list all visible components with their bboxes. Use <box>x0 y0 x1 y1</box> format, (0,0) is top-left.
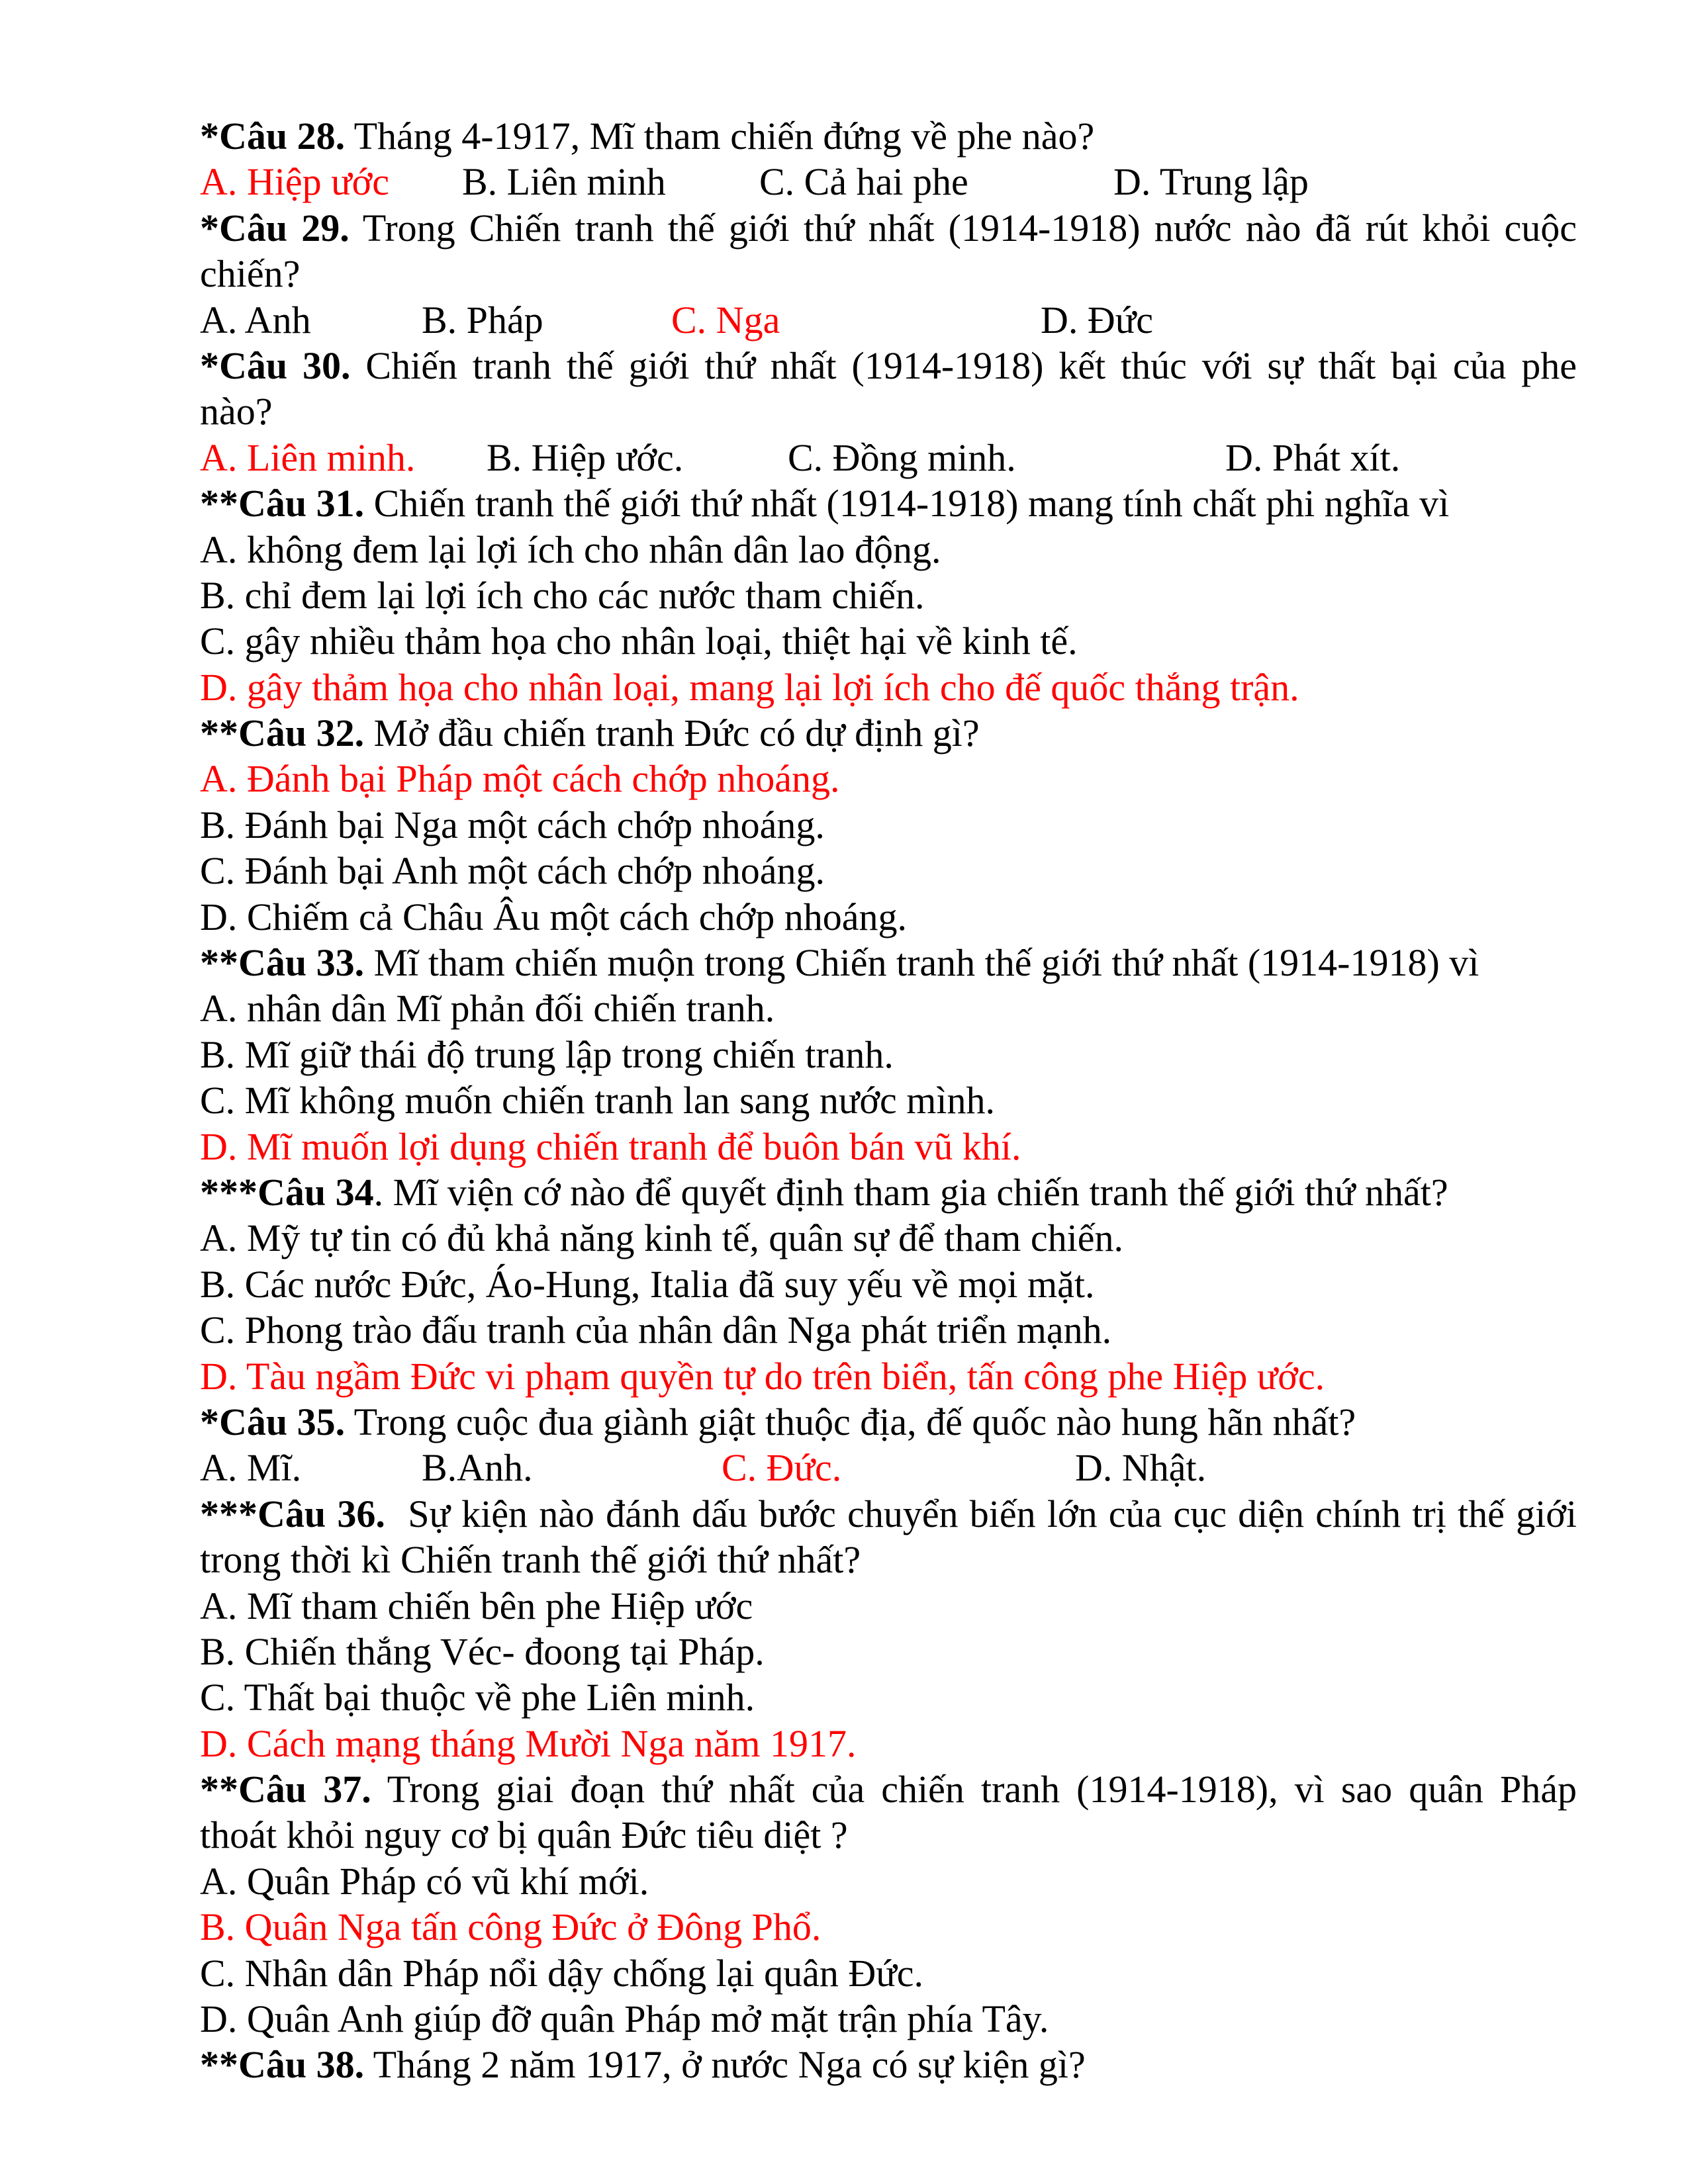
text-segment: thoát khỏi nguy cơ bị quân Đức tiêu diệt ? <box>200 1813 848 1857</box>
question-number: **Câu 31. <box>200 482 365 525</box>
text-segment: C. Đánh bại Anh một cách chớp nhoáng. <box>200 849 825 893</box>
quiz-content <box>200 113 1577 2088</box>
question-number: ***Câu 36. <box>200 1492 385 1535</box>
option-item: D. Trung lập <box>1113 160 1309 204</box>
question-heading-line <box>200 2042 1577 2087</box>
text-segment: A. Quân Pháp có vũ khí mới. <box>200 1859 649 1903</box>
text-segment: D. Quân Anh giúp đỡ quân Pháp mở mặt trận phía Tây. <box>200 1997 1049 2041</box>
text-segment: B. Đánh bại Nga một cách chớp nhoáng. <box>200 803 825 846</box>
text-segment: D. Mĩ muốn lợi dụng chiến tranh để buôn bán vũ khí. <box>200 1124 1021 1168</box>
text-segment: Trong Chiến tranh thế giới thứ nhất (1914-1918) nước nào đã rút khỏi cuộc <box>349 206 1577 250</box>
text-segment: . Mĩ viện cớ nào để quyết định tham gia chiến tranh thế giới thứ nhất? <box>373 1170 1448 1214</box>
text-segment: B. Mĩ giữ thái độ trung lập trong chiến tranh. <box>200 1032 894 1076</box>
text-segment: Chiến tranh thế giới thứ nhất (1914-1918) kết thúc với sự thất bại của phe <box>350 343 1577 387</box>
question-heading-line <box>200 1399 1577 1445</box>
question-heading-line <box>200 940 1577 985</box>
text-segment: trong thời kì Chiến tranh thế giới thứ nhất? <box>200 1538 861 1582</box>
question-number: *Câu 29. <box>200 206 350 250</box>
text-segment: Tháng 4-1917, Mĩ tham chiến đứng về phe nào? <box>345 114 1095 158</box>
document-text-line <box>200 1996 1577 2042</box>
question-heading-line <box>200 1169 1577 1215</box>
question-number: *Câu 35. <box>200 1400 346 1443</box>
question-number: ***Câu 34 <box>200 1170 374 1214</box>
text-segment: Trong cuộc đua giành giật thuộc địa, đế quốc nào hung hãn nhất? <box>345 1400 1356 1443</box>
document-text-line <box>200 618 1577 664</box>
text-segment: B. Các nước Đức, Áo-Hung, Italia đã suy yếu về mọi mặt. <box>200 1262 1095 1306</box>
text-segment: C. Mĩ không muốn chiến tranh lan sang nước mình. <box>200 1079 996 1122</box>
document-text-line <box>200 1537 1577 1582</box>
answer-line-correct <box>200 1721 1577 1766</box>
options-row <box>200 159 1577 205</box>
document-text-line <box>200 894 1577 940</box>
option-item: D. Đức <box>1041 298 1153 341</box>
question-number: *Câu 28. <box>200 114 346 158</box>
options-row <box>200 1445 1577 1490</box>
option-item: B. Hiệp ước. <box>487 435 684 479</box>
question-heading-line <box>200 205 1577 251</box>
text-segment: A. Mỹ tự tin có đủ khả năng kinh tế, quân sự để tham chiến. <box>200 1216 1124 1260</box>
answer-line-correct <box>200 1124 1577 1169</box>
document-text-line <box>200 985 1577 1031</box>
question-number: **Câu 38. <box>200 2043 365 2087</box>
document-text-line <box>200 1629 1577 1674</box>
option-item: B.Anh. <box>422 1446 533 1490</box>
option-item: A. Mĩ. <box>200 1446 302 1490</box>
document-text-line <box>200 388 1577 434</box>
option-item-correct: A. Liên minh. <box>200 435 416 479</box>
question-heading-line <box>200 1766 1577 1812</box>
text-segment: Tháng 2 năm 1917, ở nước Nga có sự kiện gì? <box>364 2043 1086 2087</box>
text-segment: A. Mĩ tham chiến bên phe Hiệp ước <box>200 1584 753 1627</box>
option-item: C. Đồng minh. <box>788 435 1016 479</box>
document-text-line <box>200 1950 1577 1996</box>
document-text-line <box>200 848 1577 893</box>
option-item: C. Cả hai phe <box>759 160 968 204</box>
text-segment: D. Chiếm cả Châu Âu một cách chớp nhoáng. <box>200 895 907 938</box>
question-number: *Câu 30. <box>200 343 351 387</box>
text-segment: Chiến tranh thế giới thứ nhất (1914-1918) mang tính chất phi nghĩa vì <box>364 482 1450 525</box>
text-segment: A. Đánh bại Pháp một cách chớp nhoáng. <box>200 757 840 801</box>
document-text-line <box>200 251 1577 296</box>
option-item: B. Pháp <box>422 298 543 341</box>
answer-line-correct <box>200 1904 1577 1950</box>
document-text-line <box>200 1583 1577 1629</box>
text-segment: B. chỉ đem lại lợi ích cho các nước tham chiến. <box>200 573 925 617</box>
text-segment: C. Thất bại thuộc về phe Liên minh. <box>200 1676 755 1719</box>
text-segment: Mở đầu chiến tranh Đức có dự định gì? <box>364 711 980 755</box>
document-text-line <box>200 527 1577 572</box>
text-segment: A. không đem lại lợi ích cho nhân dân lao động. <box>200 527 941 571</box>
text-segment: D. gây thảm họa cho nhân loại, mang lại lợi ích cho đế quốc thắng trận. <box>200 665 1299 709</box>
option-item-correct: A. Hiệp ước <box>200 160 389 204</box>
text-segment: nào? <box>200 390 273 433</box>
question-number: **Câu 33. <box>200 941 365 985</box>
question-heading-line <box>200 710 1577 756</box>
text-segment: C. Nhân dân Pháp nổi dậy chống lại quân Đức. <box>200 1951 923 1995</box>
text-segment: B. Quân Nga tấn công Đức ở Đông Phổ. <box>200 1905 821 1949</box>
document-text-line <box>200 802 1577 848</box>
option-item: B. Liên minh <box>462 160 666 204</box>
document-text-line <box>200 1812 1577 1858</box>
option-item: D. Nhật. <box>1075 1446 1207 1490</box>
text-segment: C. gây nhiều thảm họa cho nhân loại, thiệt hại về kinh tế. <box>200 619 1078 663</box>
question-heading-line <box>200 480 1577 526</box>
text-segment: D. Tàu ngầm Đức vi phạm quyền tự do trên biển, tấn công phe Hiệp ước. <box>200 1354 1325 1398</box>
document-text-line <box>200 572 1577 618</box>
text-segment: D. Cách mạng tháng Mười Nga năm 1917. <box>200 1721 857 1765</box>
question-heading-line <box>200 113 1577 159</box>
options-row <box>200 435 1577 480</box>
document-text-line <box>200 1261 1577 1307</box>
document-text-line <box>200 1215 1577 1261</box>
option-item-correct: C. Nga <box>671 298 780 341</box>
answer-line-correct <box>200 756 1577 801</box>
text-segment: Sự kiện nào đánh dấu bước chuyển biến lớn của cục diện chính trị thế giới <box>385 1492 1577 1535</box>
document-text-line <box>200 1077 1577 1123</box>
document-text-line <box>200 1674 1577 1720</box>
option-item: A. Anh <box>200 298 311 341</box>
text-segment: Mĩ tham chiến muộn trong Chiến tranh thế giới thứ nhất (1914-1918) vì <box>364 941 1479 985</box>
answer-line-correct <box>200 664 1577 710</box>
text-segment: chiến? <box>200 252 301 296</box>
options-row <box>200 297 1577 343</box>
question-number: **Câu 37. <box>200 1768 371 1811</box>
text-segment: Trong giai đoạn thứ nhất của chiến tranh (1914-1918), vì sao quân Pháp <box>371 1768 1577 1811</box>
question-heading-line <box>200 1491 1577 1537</box>
document-text-line <box>200 1307 1577 1353</box>
document-text-line <box>200 1858 1577 1904</box>
text-segment: A. nhân dân Mĩ phản đối chiến tranh. <box>200 987 775 1030</box>
answer-line-correct <box>200 1353 1577 1399</box>
option-item-correct: C. Đức. <box>722 1446 842 1490</box>
option-item: D. Phát xít. <box>1225 435 1401 479</box>
text-segment: B. Chiến thắng Véc- đoong tại Pháp. <box>200 1629 765 1673</box>
document-text-line <box>200 1032 1577 1077</box>
question-heading-line <box>200 343 1577 388</box>
question-number: **Câu 32. <box>200 711 365 755</box>
text-segment: C. Phong trào đấu tranh của nhân dân Nga phát triển mạnh. <box>200 1308 1112 1352</box>
